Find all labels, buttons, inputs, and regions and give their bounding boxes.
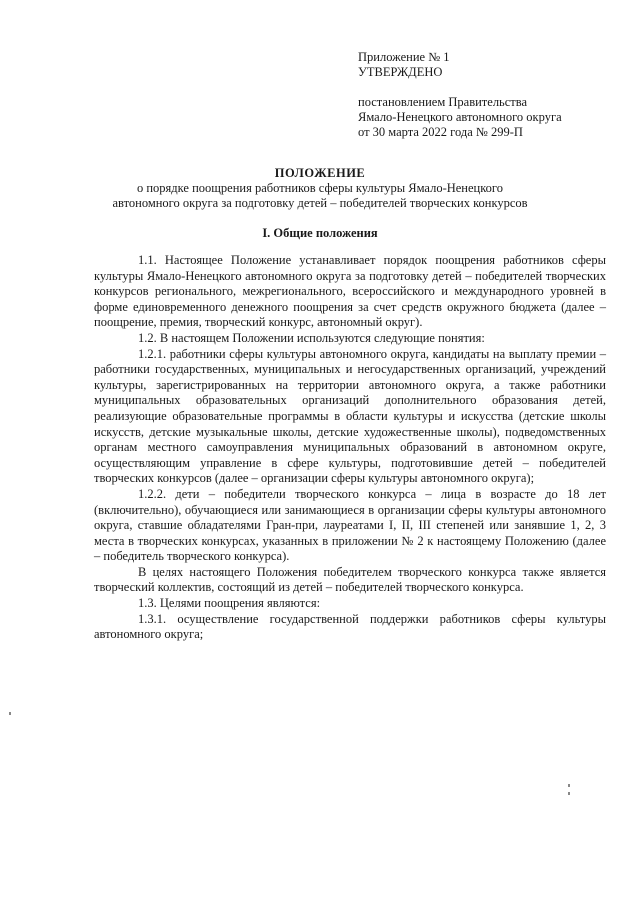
paragraph-collective: В целях настоящего Положения победителем творческого конкурса также является творческий коллектив, состоящий из детей – победителей творческого конкурса. xyxy=(94,564,606,595)
paragraph-1-3: 1.3. Целями поощрения являются: xyxy=(138,596,321,611)
approval-date-line: от 30 марта 2022 года № 299-П xyxy=(358,125,523,139)
document-subtitle-line-2: автономного округа за подготовку детей – победителей творческих конкурсов xyxy=(112,196,528,210)
document-title-block xyxy=(90,166,550,211)
document-subtitle-line-1: о порядке поощрения работников сферы культуры Ямало-Ненецкого xyxy=(136,181,503,195)
approval-decree-line: постановлением Правительства xyxy=(358,95,528,109)
approval-government-line: Ямало-Ненецкого автономного округа xyxy=(358,110,562,124)
paragraph-1-2-1: 1.2.1. работники сферы культуры автономного округа, кандидаты на выплату премии – работники государственных, муниципальных и негосударственных организаций, учреждений культуры, зарегистрированных на территории автономного округа, а также работники муниципальных образовательных организаций дополнительного образования детей, реализующие образовательные программы в области культуры и искусства (детские школы искусств, детские музыкальные школы, детские художественные школы), подведомственных органам местного самоуправления муниципальных образований в автономном округе, осуществляющим управление в сфере культуры, подготовившие детей – победителей творческих конкурсов (далее – организации сферы культуры автономного округа); xyxy=(94,346,606,486)
scan-artifact-mark xyxy=(568,792,570,795)
appendix-number: Приложение № 1 xyxy=(358,50,450,64)
approved-stamp-text: УТВЕРЖДЕНО xyxy=(358,65,443,79)
paragraph-1-1: 1.1. Настоящее Положение устанавливает порядок поощрения работников сферы культуры Ямало-Ненецкого автономного округа за подготовку детей – победителей творческих конкурсов регионального, межрегионального, всероссийского и международного уровней в форме единовременного денежного поощрения за счет средств окружного бюджета (далее – поощрение, премия, творческий конкурс, автономный округ). xyxy=(94,253,606,330)
scan-artifact-mark xyxy=(568,784,570,787)
paragraph-1-2: 1.2. В настоящем Положении используются следующие понятия: xyxy=(138,330,485,345)
scan-artifact-mark xyxy=(9,712,11,715)
document-body xyxy=(94,253,606,643)
document-title: ПОЛОЖЕНИЕ xyxy=(274,166,366,180)
section-heading: I. Общие положения xyxy=(262,226,378,240)
paragraph-1-2-2: 1.2.2. дети – победители творческого конкурса – лица в возрасте до 18 лет (включительно), обучающиеся или занимающиеся в организации сферы культуры автономного округа, ставшие обладателями Гран-при, лауреатами I, II, III степеней или занявшие 1, 2, 3 места в творческих конкурсах, указанных в приложении № 2 к настоящему Положению (далее – победитель творческого конкурса). xyxy=(94,486,606,564)
approval-block xyxy=(358,50,618,140)
paragraph-1-3-1: 1.3.1. осуществление государственной поддержки работников сферы культуры автономного округа; xyxy=(94,611,606,642)
